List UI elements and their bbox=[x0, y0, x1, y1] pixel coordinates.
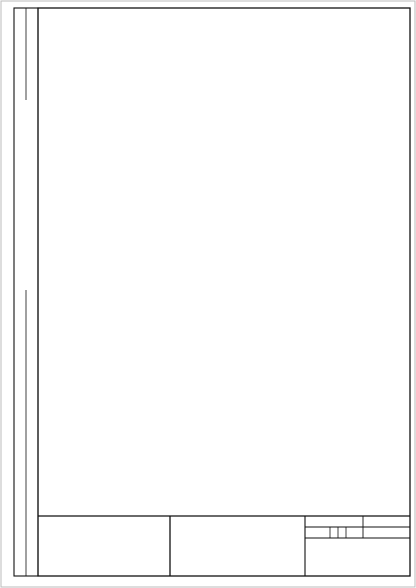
title-block bbox=[38, 516, 410, 576]
main-border bbox=[38, 8, 410, 576]
outer-frame bbox=[1, 1, 415, 587]
